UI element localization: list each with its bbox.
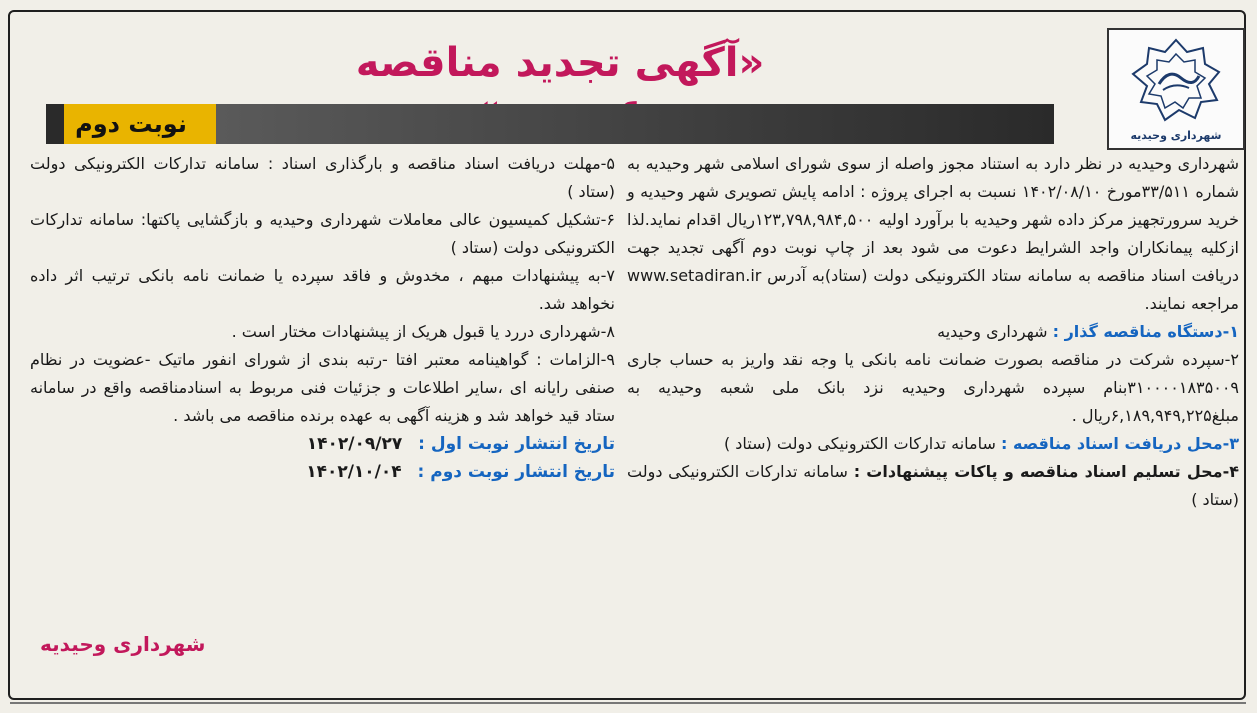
divider [10,702,1246,704]
item-3 [627,430,1239,458]
item-4-value: سامانه تدارکات الکترونیکی دولت (ستاد ) [627,462,1239,509]
item-6: ۶-تشکیل کمیسیون عالی معاملات شهرداری وحیدیه و بازگشایی پاکتها: سامانه تدارکات الکترونیکی دولت (ستاد ) [30,210,615,257]
item-2: ۲-سپرده شرکت در مناقصه بصورت ضمانت نامه بانکی یا وجه نقد واریز به حساب جاری ۳۱۰۰۰۰۱۸۳۵۰۰۹بنام سپرده شهرداری وحیدیه نزد بانک ملی شعبه وحیدیه به مبلغ۶,۱۸۹,۹۴۹,۲۲۵ریال . [627,350,1239,425]
date-2-value: ۱۴۰۲/۱۰/۰۴ [306,462,402,482]
item-1 [627,318,1239,346]
logo-caption: شهرداری وحیدیه [1130,129,1222,142]
round-strip [216,104,1054,144]
date-1-value: ۱۴۰۲/۰۹/۲۷ [306,434,403,454]
item-1-value: شهرداری وحیدیه [937,322,1048,341]
item-7: ۷-به پیشنهادات مبهم ، مخدوش و فاقد سپرده یا ضمانت نامه بانکی ترتیب اثر داده نخواهد شد. [30,266,615,313]
left-column [30,150,615,486]
item-9: ۹-الزامات : گواهینامه معتبر افتا -رتبه بندی از شورای انفور ماتیک -عضویت در نظام صنفی رایانه ای ،سایر اطلاعات و جزئیات فنی مربوط به اسنادمناقصه واقع در سامانه ستاد قید خواهد شد و هزینه آگهی به عهده برنده مناقصه می باشد . [30,350,615,425]
item-4-label: ۴-محل تسلیم اسناد مناقصه و پاکات پیشنهادات : [853,462,1239,481]
item-3-label: ۳-محل دریافت اسناد مناقصه : [1000,434,1239,453]
date-2-label: تاریخ انتشار نوبت دوم : [417,462,615,482]
emblem-icon [1129,38,1223,122]
item-5: ۵-مهلت دریافت اسناد مناقصه و بارگذاری اسناد : سامانه تدارکات الکترونیکی دولت (ستاد ) [30,154,615,201]
item-4 [627,458,1239,514]
item-8: ۸-شهرداری دررد یا قبول هریک از پیشنهادات مختار است . [231,322,615,341]
item-3-value: سامانه تدارکات الکترونیکی دولت (ستاد ) [723,434,996,453]
round-label: نوبت دوم [46,104,216,144]
right-column [627,150,1239,514]
signature: شهرداری وحیدیه [40,632,206,656]
item-1-label: ۱-دستگاه مناقصه گذار : [1052,322,1239,341]
round-bar-edge [46,104,64,144]
second-publish-date [30,458,615,486]
intro-paragraph: شهرداری وحیدیه در نظر دارد به استناد مجوز واصله از سوی شورای اسلامی شهر وحیدیه به شماره ۳۳/۵۱۱مورخ ۱۴۰۲/۰۸/۱۰ نسبت به اجرای پروژه : ادامه پایش تصویری شهر وحیدیه و خرید سرورتجهیز مرکز داده شهر وحیدیه با برآورد اولیه ۱۲۳,۷۹۸,۹۸۴,۵۰۰ریال اقدام نماید.لذا ازکلیه پیمانکاران واجد الشرایط دعوت می شود بعد از چاپ نوبت دوم آگهی تجدید جهت دریافت اسناد مناقصه به سامانه ستاد الکترونیکی دولت (ستاد)به آدرس www.setadiran.ir مراجعه نمایند. [627,154,1239,313]
first-publish-date [30,430,615,458]
notice-title: «آگهی تجدید مناقصه [355,40,765,86]
municipality-logo [1107,28,1245,150]
date-1-label: تاریخ انتشار نوبت اول : [418,434,615,454]
